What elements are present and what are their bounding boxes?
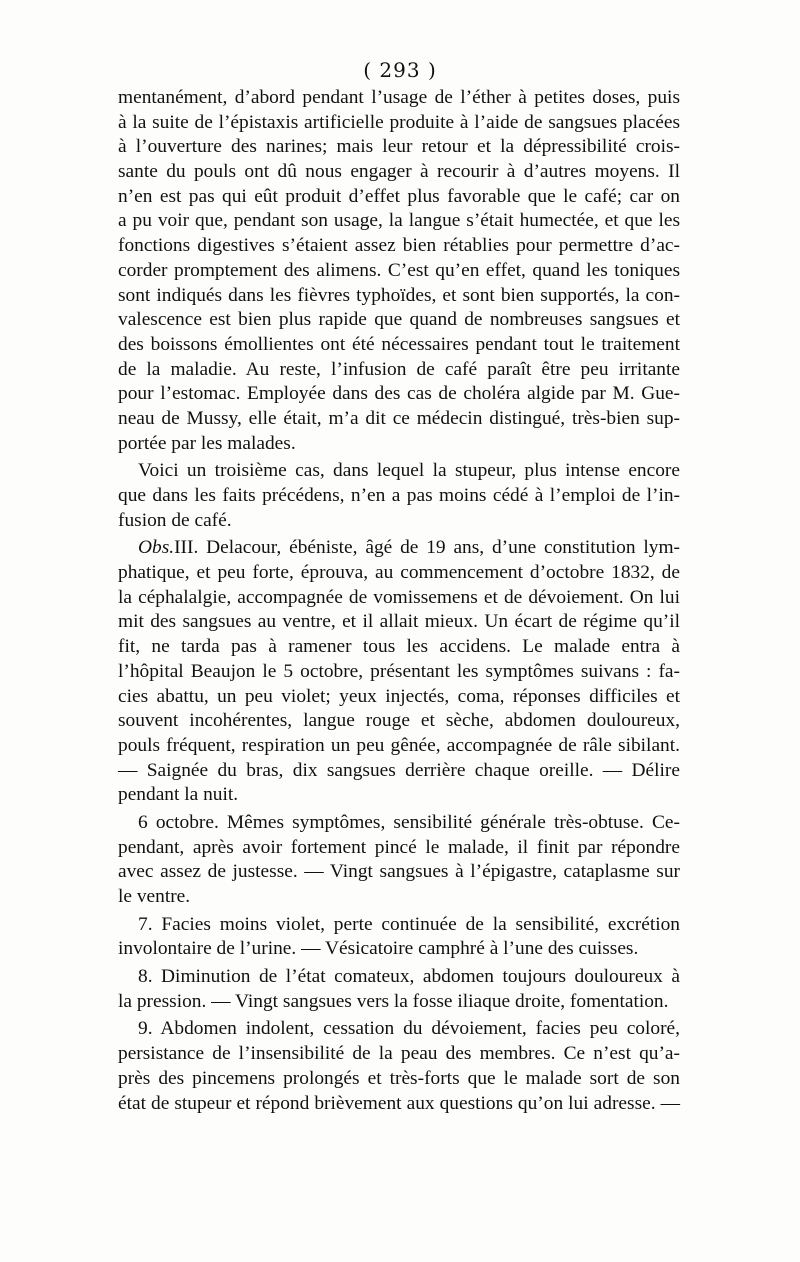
- text-line: fonctions digestives s’étaient assez bien rétablies pour permettre d’ac-: [118, 235, 680, 257]
- text-line: portée par les malades.: [118, 432, 296, 454]
- text-line: pendant la nuit.: [118, 784, 239, 806]
- text-line: persistance de l’insensibilité de la peau des membres. Ce n’est qu’a-: [118, 1043, 680, 1065]
- text-line: près des pincemens prolongés et très-forts que le malade sort de son: [118, 1067, 680, 1089]
- text-line: phatique, et peu forte, éprouva, au commencement d’octobre 1832, de: [118, 562, 680, 584]
- text-line: pour l’estomac. Employée dans des cas de choléra algide par M. Gue-: [118, 383, 680, 405]
- text-line: fusion de café.: [118, 509, 232, 531]
- text-line: le ventre.: [118, 886, 191, 907]
- text-line: 6 octobre. Mêmes symptômes, sensibilité générale très-obtuse. Ce-: [138, 811, 680, 833]
- text-line: à l’ouverture des narines; mais leur retour et la dépressibilité crois-: [118, 136, 680, 158]
- text-line: 9. Abdomen indolent, cessation du dévoiement, facies peu coloré,: [138, 1018, 680, 1040]
- page-number: ( 293 ): [363, 58, 437, 82]
- text-line: Voici un troisième cas, dans lequel la stupeur, plus intense encore: [138, 460, 680, 482]
- text-line: III. Delacour, ébéniste, âgé de 19 ans, d’une constitution lym-: [174, 537, 680, 559]
- text-line: mit des sangsues au ventre, et il allait mieux. Un écart de régime qu’il: [118, 611, 680, 633]
- text-line: a pu voir que, pendant son usage, la langue s’était humectée, et que les: [118, 210, 680, 232]
- text-line: l’hôpital Beaujon le 5 octobre, présentant les symptômes suivans : fa-: [118, 660, 680, 682]
- body-text: [118, 86, 680, 1116]
- obs-label: Obs.: [138, 537, 175, 559]
- text-line: valescence est bien plus rapide que quand de nombreuses sangsues et: [118, 309, 680, 331]
- text-line: corder promptement des alimens. C’est qu’en effet, quand les toniques: [118, 259, 680, 281]
- text-line: la céphalalgie, accompagnée de vomissemens et de dévoiement. On lui: [118, 586, 680, 608]
- text-line: pendant, après avoir fortement pincé le malade, il finit par répondre: [118, 836, 680, 858]
- text-line: n’en est pas qui eût produit d’effet plus favorable que le café; car on: [118, 185, 680, 207]
- text-line: de la maladie. Au reste, l’infusion de café paraît être peu irritante: [118, 358, 680, 380]
- text-line: pouls fréquent, respiration un peu gênée, accompagnée de râle sibilant.: [118, 734, 680, 756]
- text-line: sante du pouls ont dû nous engager à recourir à d’autres moyens. Il: [118, 161, 680, 183]
- text-line: mentanément, d’abord pendant l’usage de l’éther à petites doses, puis: [118, 87, 680, 108]
- text-line: la pression. — Vingt sangsues vers la fosse iliaque droite, fomentation.: [118, 990, 669, 1012]
- text-line: état de stupeur et répond brièvement aux questions qu’on lui adresse. —: [118, 1092, 680, 1114]
- text-line: que dans les faits précédens, n’en a pas moins cédé à l’emploi de l’in-: [118, 485, 680, 506]
- text-line: des boissons émollientes ont été nécessaires pendant tout le traitement: [118, 333, 680, 355]
- text-line: souvent incohérentes, langue rouge et sèche, abdomen douloureux,: [118, 710, 680, 732]
- text-line: avec assez de justesse. — Vingt sangsues à l’épigastre, cataplasme sur: [118, 861, 680, 883]
- text-line: involontaire de l’urine. — Vésicatoire camphré à l’une des cuisses.: [118, 938, 639, 960]
- text-line: sont indiqués dans les fièvres typhoïdes, et sont bien supportés, la con-: [118, 284, 680, 306]
- observation-heading-line: [118, 536, 680, 561]
- text-line: neau de Mussy, elle était, m’a dit ce médecin distingué, très-bien sup-: [118, 407, 680, 429]
- text-line: 7. Facies moins violet, perte continuée de la sensibilité, excrétion: [138, 913, 680, 935]
- text-line: fit, ne tarda pas à ramener tous les accidens. Le malade entra à: [118, 636, 680, 658]
- text-line: 8. Diminution de l’état comateux, abdomen toujours douloureux à: [138, 966, 680, 988]
- text-line: à la suite de l’épistaxis artificielle produite à l’aide de sangsues placées: [118, 111, 680, 133]
- text-line: cies abattu, un peu violet; yeux injectés, coma, réponses difficiles et: [118, 685, 680, 707]
- text-line: — Saignée du bras, dix sangsues derrière chaque oreille. — Délire: [118, 759, 680, 781]
